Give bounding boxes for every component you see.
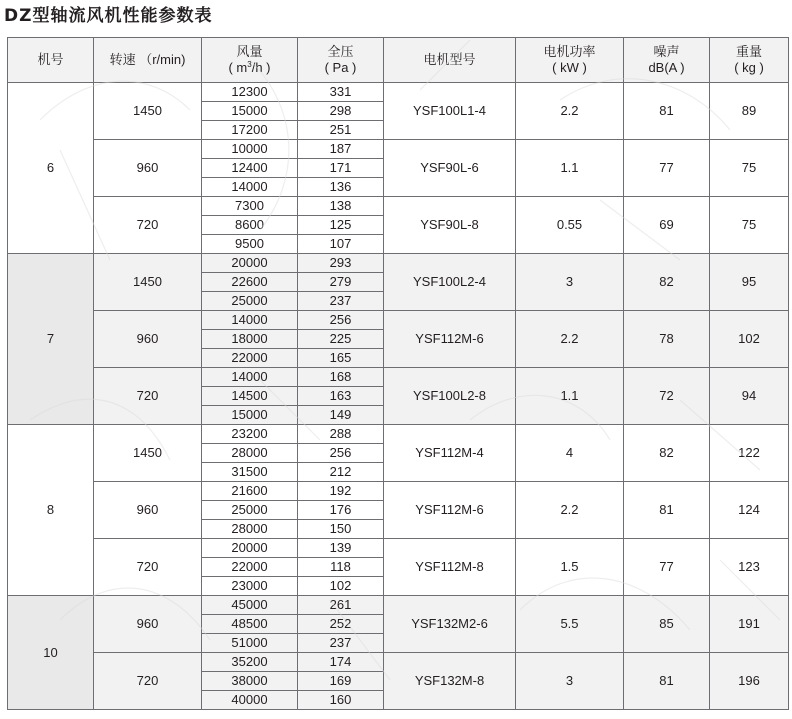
pressure-cell: 165: [298, 349, 384, 368]
weight-cell: 191: [710, 596, 789, 653]
weight-cell: 94: [710, 368, 789, 425]
motor-model-cell: YSF112M-8: [384, 539, 516, 596]
pressure-cell: 136: [298, 178, 384, 197]
noise-cell: 82: [624, 425, 710, 482]
motor-model-cell: YSF100L2-8: [384, 368, 516, 425]
weight-cell: 122: [710, 425, 789, 482]
flow-cell: 17200: [202, 121, 298, 140]
speed-cell: 960: [94, 596, 202, 653]
fan-no-cell: 8: [8, 425, 94, 596]
pressure-cell: 251: [298, 121, 384, 140]
pressure-cell: 192: [298, 482, 384, 501]
header-noise: [624, 38, 710, 83]
table-row: [8, 83, 789, 102]
fan-performance-table: [7, 37, 789, 710]
noise-cell: 77: [624, 539, 710, 596]
speed-cell: 960: [94, 482, 202, 539]
flow-cell: 51000: [202, 634, 298, 653]
pressure-cell: 160: [298, 691, 384, 710]
flow-cell: 35200: [202, 653, 298, 672]
motor-model-cell: YSF132M2-6: [384, 596, 516, 653]
motor-model-cell: YSF132M-8: [384, 653, 516, 710]
motor-model-cell: YSF100L2-4: [384, 254, 516, 311]
motor-power-cell: 0.55: [516, 197, 624, 254]
pressure-cell: 288: [298, 425, 384, 444]
header-fan-no: 机号: [8, 38, 94, 83]
speed-cell: 960: [94, 311, 202, 368]
speed-cell: 960: [94, 140, 202, 197]
weight-cell: 196: [710, 653, 789, 710]
motor-model-cell: YSF112M-6: [384, 482, 516, 539]
weight-cell: 102: [710, 311, 789, 368]
pressure-cell: 139: [298, 539, 384, 558]
motor-model-cell: YSF90L-6: [384, 140, 516, 197]
pressure-cell: 293: [298, 254, 384, 273]
flow-cell: 48500: [202, 615, 298, 634]
motor-power-cell: 1.1: [516, 368, 624, 425]
motor-power-cell: 5.5: [516, 596, 624, 653]
weight-cell: 75: [710, 140, 789, 197]
motor-power-cell: 1.5: [516, 539, 624, 596]
pressure-cell: 237: [298, 634, 384, 653]
header-flow-unit: [228, 60, 270, 75]
weight-cell: 123: [710, 539, 789, 596]
weight-cell: 75: [710, 197, 789, 254]
pressure-cell: 212: [298, 463, 384, 482]
header-pressure-unit: ( Pa ): [324, 60, 357, 75]
pressure-cell: 331: [298, 83, 384, 102]
flow-cell: 25000: [202, 292, 298, 311]
speed-cell: 720: [94, 197, 202, 254]
motor-model-cell: YSF112M-6: [384, 311, 516, 368]
flow-unit-a: ( m: [228, 60, 248, 75]
fan-no-cell: 7: [8, 254, 94, 425]
header-pressure: [298, 38, 384, 83]
header-weight: [710, 38, 789, 83]
flow-cell: 18000: [202, 330, 298, 349]
pressure-cell: 298: [298, 102, 384, 121]
flow-cell: 22600: [202, 273, 298, 292]
table-row: [8, 140, 789, 159]
flow-cell: 15000: [202, 102, 298, 121]
header-power-unit: ( kW ): [552, 60, 587, 75]
noise-cell: 69: [624, 197, 710, 254]
flow-cell: 20000: [202, 254, 298, 273]
flow-cell: 20000: [202, 539, 298, 558]
flow-unit-sup: 3: [247, 60, 252, 69]
noise-cell: 85: [624, 596, 710, 653]
noise-cell: 82: [624, 254, 710, 311]
pressure-cell: 256: [298, 311, 384, 330]
pressure-cell: 237: [298, 292, 384, 311]
pressure-cell: 125: [298, 216, 384, 235]
table-row: [8, 653, 789, 672]
flow-cell: 10000: [202, 140, 298, 159]
table-row: [8, 368, 789, 387]
motor-power-cell: 2.2: [516, 482, 624, 539]
speed-cell: 720: [94, 653, 202, 710]
pressure-cell: 163: [298, 387, 384, 406]
table-row: [8, 482, 789, 501]
motor-model-cell: YSF100L1-4: [384, 83, 516, 140]
motor-power-cell: 3: [516, 254, 624, 311]
pressure-cell: 256: [298, 444, 384, 463]
header-power: [516, 38, 624, 83]
table-body: [8, 83, 789, 710]
fan-no-cell: 10: [8, 596, 94, 710]
table-row: [8, 596, 789, 615]
pressure-cell: 169: [298, 672, 384, 691]
motor-power-cell: 2.2: [516, 311, 624, 368]
header-row: [8, 38, 789, 83]
flow-cell: 28000: [202, 520, 298, 539]
noise-cell: 81: [624, 482, 710, 539]
header-noise-label: 噪声: [653, 44, 680, 59]
noise-cell: 81: [624, 83, 710, 140]
flow-cell: 23200: [202, 425, 298, 444]
flow-cell: 14000: [202, 368, 298, 387]
motor-power-cell: 2.2: [516, 83, 624, 140]
motor-model-cell: YSF112M-4: [384, 425, 516, 482]
header-pressure-label: 全压: [327, 44, 354, 59]
table-row: [8, 539, 789, 558]
weight-cell: 124: [710, 482, 789, 539]
flow-cell: 14000: [202, 178, 298, 197]
flow-cell: 21600: [202, 482, 298, 501]
noise-cell: 81: [624, 653, 710, 710]
flow-cell: 22000: [202, 349, 298, 368]
weight-cell: 89: [710, 83, 789, 140]
header-weight-unit: ( kg ): [734, 60, 764, 75]
noise-cell: 78: [624, 311, 710, 368]
header-noise-unit: dB(A ): [648, 60, 685, 75]
speed-cell: 1450: [94, 425, 202, 482]
header-weight-label: 重量: [735, 44, 762, 59]
pressure-cell: 176: [298, 501, 384, 520]
pressure-cell: 187: [298, 140, 384, 159]
pressure-cell: 138: [298, 197, 384, 216]
flow-cell: 15000: [202, 406, 298, 425]
flow-cell: 40000: [202, 691, 298, 710]
pressure-cell: 149: [298, 406, 384, 425]
speed-cell: 720: [94, 539, 202, 596]
pressure-cell: 107: [298, 235, 384, 254]
table-row: [8, 311, 789, 330]
pressure-cell: 102: [298, 577, 384, 596]
flow-cell: 12400: [202, 159, 298, 178]
noise-cell: 72: [624, 368, 710, 425]
pressure-cell: 171: [298, 159, 384, 178]
page-title: DZ型轴流风机性能参数表: [4, 6, 213, 26]
flow-unit-b: /h ): [251, 60, 271, 75]
flow-cell: 31500: [202, 463, 298, 482]
motor-power-cell: 4: [516, 425, 624, 482]
header-power-label: 电机功率: [543, 44, 596, 59]
flow-cell: 25000: [202, 501, 298, 520]
flow-cell: 12300: [202, 83, 298, 102]
pressure-cell: 174: [298, 653, 384, 672]
noise-cell: 77: [624, 140, 710, 197]
pressure-cell: 225: [298, 330, 384, 349]
table-row: [8, 197, 789, 216]
flow-cell: 38000: [202, 672, 298, 691]
pressure-cell: 118: [298, 558, 384, 577]
flow-cell: 9500: [202, 235, 298, 254]
weight-cell: 95: [710, 254, 789, 311]
flow-cell: 14000: [202, 311, 298, 330]
pressure-cell: 252: [298, 615, 384, 634]
table-row: [8, 254, 789, 273]
motor-power-cell: 3: [516, 653, 624, 710]
pressure-cell: 261: [298, 596, 384, 615]
pressure-cell: 168: [298, 368, 384, 387]
motor-power-cell: 1.1: [516, 140, 624, 197]
flow-cell: 8600: [202, 216, 298, 235]
header-flow: [202, 38, 298, 83]
flow-cell: 23000: [202, 577, 298, 596]
header-speed: 转速 （r/min): [94, 38, 202, 83]
flow-cell: 28000: [202, 444, 298, 463]
fan-no-cell: 6: [8, 83, 94, 254]
speed-cell: 1450: [94, 83, 202, 140]
flow-cell: 45000: [202, 596, 298, 615]
header-motor: 电机型号: [384, 38, 516, 83]
pressure-cell: 150: [298, 520, 384, 539]
flow-cell: 14500: [202, 387, 298, 406]
table-row: [8, 425, 789, 444]
flow-cell: 22000: [202, 558, 298, 577]
flow-cell: 7300: [202, 197, 298, 216]
pressure-cell: 279: [298, 273, 384, 292]
speed-cell: 1450: [94, 254, 202, 311]
header-flow-label: 风量: [236, 44, 263, 59]
speed-cell: 720: [94, 368, 202, 425]
motor-model-cell: YSF90L-8: [384, 197, 516, 254]
